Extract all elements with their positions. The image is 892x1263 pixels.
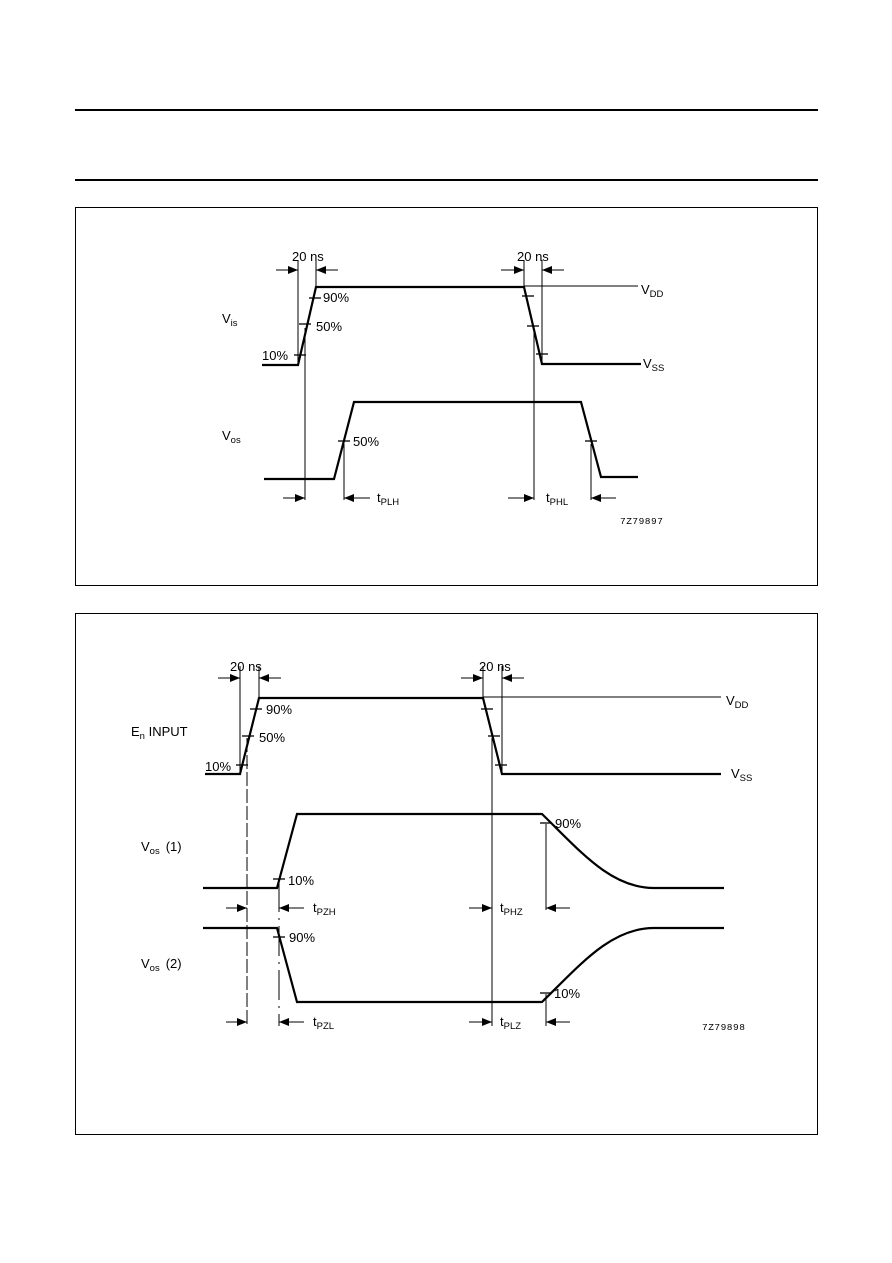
vis-label: $V_{is}$ bbox=[222, 311, 238, 329]
tplh-arrows bbox=[283, 494, 370, 502]
en-10-label: 10% bbox=[205, 759, 232, 774]
tpzh-label: $t_{PZH}$ bbox=[313, 900, 336, 918]
en-input-label: $E_n$ INPUT bbox=[131, 724, 188, 742]
vos2-waveform bbox=[203, 928, 724, 1002]
vos1-90-label: 90% bbox=[555, 816, 582, 831]
figure-1-code: 7Z79897 bbox=[620, 516, 664, 527]
header-rule-top bbox=[75, 109, 818, 111]
vos1-10-label: 10% bbox=[288, 873, 315, 888]
tphl-label: $t_{PHL}$ bbox=[546, 490, 569, 508]
figure-1-panel bbox=[75, 207, 818, 586]
ns-label-left: 20 ns bbox=[230, 659, 262, 674]
vos1-label: $V_{os}$ (1) bbox=[141, 839, 182, 857]
ns-label-left: 20 ns bbox=[292, 249, 324, 264]
vis-fall-ticks bbox=[522, 296, 548, 354]
vos2-10-label: 10% bbox=[554, 986, 581, 1001]
ns-arrows-left bbox=[218, 674, 281, 682]
ns-arrows-right bbox=[461, 674, 524, 682]
ns-label-right: 20 ns bbox=[479, 659, 511, 674]
figure-2-panel bbox=[75, 613, 818, 1135]
vdd-label: $V_{DD}$ bbox=[641, 282, 664, 300]
figure-2-code: 7Z79898 bbox=[702, 1022, 746, 1033]
en-50-label: 50% bbox=[259, 730, 286, 745]
vos2-90-label: 90% bbox=[289, 930, 316, 945]
figure-1-diagram bbox=[76, 208, 817, 585]
tpzl-arrows bbox=[226, 1018, 304, 1026]
vos-waveform bbox=[264, 402, 638, 479]
ns-arrows-left bbox=[276, 266, 338, 274]
tphz-label: $t_{PHZ}$ bbox=[500, 900, 523, 918]
vos-label: $V_{os}$ bbox=[222, 428, 241, 446]
ns-label-right: 20 ns bbox=[517, 249, 549, 264]
en-fall-ticks bbox=[481, 709, 507, 765]
vos-50-label: 50% bbox=[353, 434, 380, 449]
vis-90-label: 90% bbox=[323, 290, 350, 305]
vos2-label: $V_{os}$ (2) bbox=[141, 956, 182, 974]
vos1-waveform bbox=[203, 814, 724, 888]
header-rule-bottom bbox=[75, 179, 818, 181]
vss-label: $V_{SS}$ bbox=[643, 356, 665, 374]
vdd-label: $V_{DD}$ bbox=[726, 693, 749, 711]
vis-10-label: 10% bbox=[262, 348, 289, 363]
ns-arrows-right bbox=[501, 266, 564, 274]
figure-2-diagram bbox=[76, 614, 817, 1134]
tpzh-arrows bbox=[226, 904, 304, 912]
en-90-label: 90% bbox=[266, 702, 293, 717]
vss-label: $V_{SS}$ bbox=[731, 766, 753, 784]
tplz-label: $t_{PLZ}$ bbox=[500, 1014, 522, 1032]
tplh-label: $t_{PLH}$ bbox=[377, 490, 400, 508]
vis-50-label: 50% bbox=[316, 319, 343, 334]
tpzl-label: $t_{PZL}$ bbox=[313, 1014, 335, 1032]
